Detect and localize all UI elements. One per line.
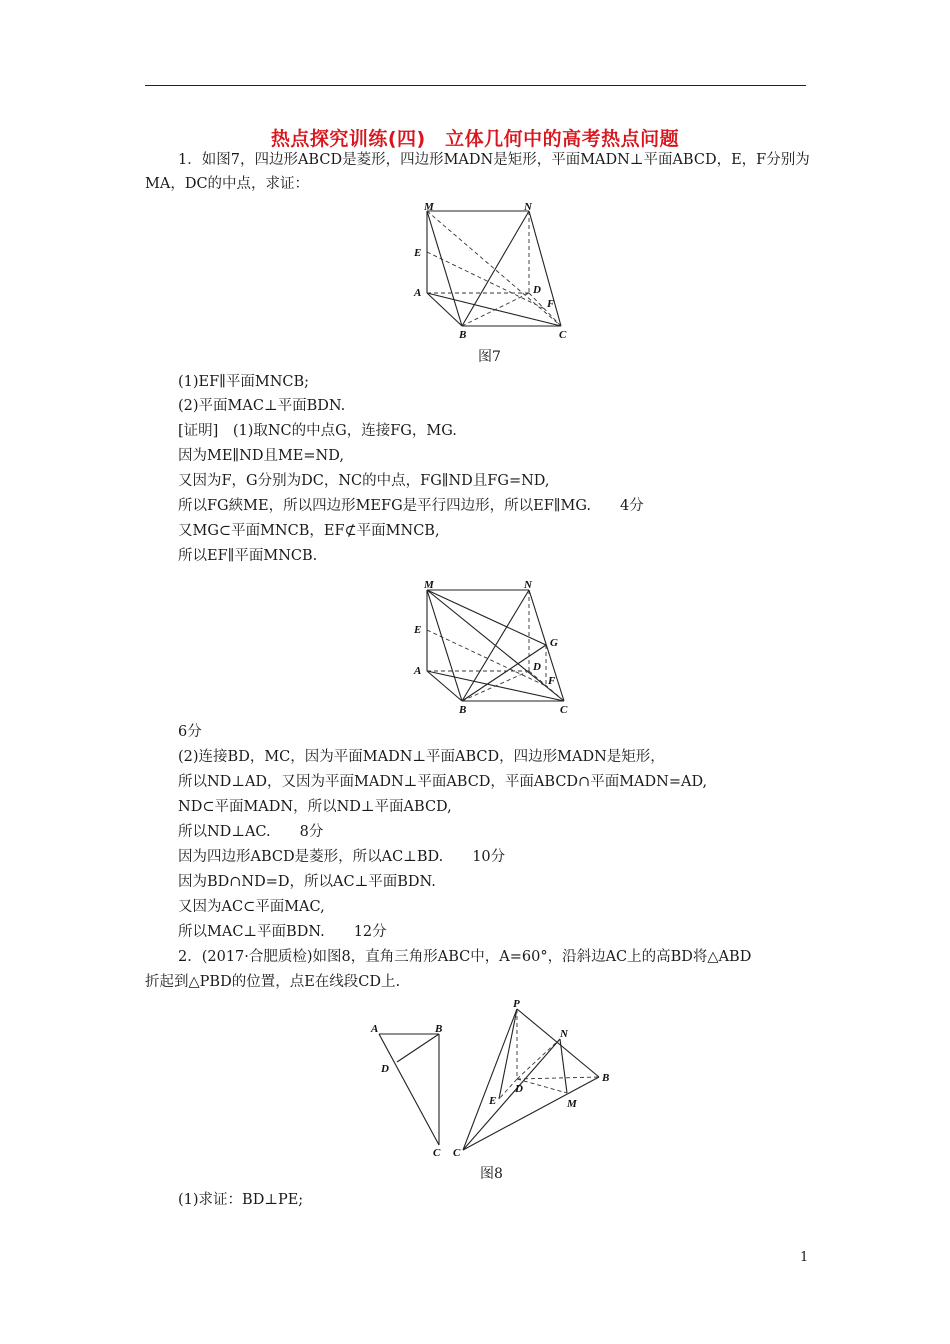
edge-CB bbox=[463, 1077, 599, 1150]
label-B: B bbox=[459, 329, 467, 341]
page-title: 热点探究训练(四) 立体几何中的高考热点问题 bbox=[270, 128, 680, 150]
text-line: MA，DC的中点，求证： bbox=[145, 176, 310, 192]
text-line: 又因为AC⊂平面MAC, bbox=[178, 899, 325, 915]
edge-NC bbox=[529, 211, 561, 326]
label-D: D bbox=[533, 284, 541, 296]
edge-EF bbox=[427, 252, 545, 309]
edge-NB bbox=[462, 211, 529, 326]
label-G: G bbox=[550, 637, 558, 649]
label-F: F bbox=[548, 675, 556, 687]
label-C: C bbox=[453, 1147, 461, 1159]
label-B: B bbox=[602, 1072, 610, 1084]
edge-DB bbox=[517, 1077, 599, 1079]
edge-BD bbox=[462, 671, 529, 701]
label-N: N bbox=[560, 1028, 568, 1040]
text-line: 所以FG綊ME，所以四边形MEFG是平行四边形，所以EF∥MG. 4分 bbox=[178, 498, 644, 514]
text-line: 折起到△PBD的位置，点E在线段CD上. bbox=[145, 974, 401, 990]
figure-8 bbox=[365, 995, 625, 1160]
label-A: A bbox=[371, 1023, 379, 1035]
top-rule bbox=[145, 85, 806, 86]
label-D: D bbox=[533, 661, 541, 673]
edge-DM bbox=[517, 1079, 567, 1093]
label-B: B bbox=[435, 1023, 443, 1035]
label-A: A bbox=[414, 665, 422, 677]
figure-7-construction bbox=[410, 575, 580, 720]
edge-MB bbox=[427, 590, 462, 701]
text-line: 1．如图7，四边形ABCD是菱形，四边形MADN是矩形，平面MADN⊥平面ABCD，E，F分别为 bbox=[178, 152, 810, 168]
label-E: E bbox=[414, 247, 422, 259]
text-line: 所以EF∥平面MNCB. bbox=[178, 548, 318, 564]
label-E: E bbox=[489, 1095, 497, 1107]
text-line: 所以MAC⊥平面BDN. 12分 bbox=[178, 924, 387, 940]
label-D: D bbox=[381, 1063, 389, 1075]
text-line: 因为四边形ABCD是菱形，所以AC⊥BD. 10分 bbox=[178, 849, 506, 865]
edge-PB bbox=[517, 1009, 599, 1077]
edge-CN bbox=[463, 1039, 560, 1150]
text-line: 又因为F，G分别为DC，NC的中点，FG∥ND且FG=ND, bbox=[178, 473, 550, 489]
label-M: M bbox=[424, 201, 434, 213]
label-C: C bbox=[559, 329, 567, 341]
text-line: (1)EF∥平面MNCB; bbox=[178, 374, 310, 390]
edge-PC bbox=[463, 1009, 517, 1150]
text-line: [证明] (1)取NC的中点G，连接FG，MG. bbox=[178, 423, 457, 439]
edge-BD bbox=[397, 1034, 439, 1062]
label-M: M bbox=[567, 1098, 577, 1110]
text-line: (2)平面MAC⊥平面BDN. bbox=[178, 398, 346, 414]
text-line: 2．(2017·合肥质检)如图8，直角三角形ABC中，A=60°，沿斜边AC上的高BD将△ABD bbox=[178, 949, 752, 965]
page-number: 1 bbox=[800, 1250, 809, 1265]
label-E: E bbox=[414, 624, 422, 636]
label-A: A bbox=[414, 287, 422, 299]
edge-MC bbox=[427, 211, 561, 326]
label-N: N bbox=[524, 201, 532, 213]
text-line: 所以ND⊥AD，又因为平面MADN⊥平面ABCD，平面ABCD∩平面MADN=AD, bbox=[178, 774, 708, 790]
text-line: 因为ME∥ND且ME=ND, bbox=[178, 448, 344, 464]
figure-7 bbox=[410, 200, 580, 345]
edge-MG bbox=[427, 590, 546, 645]
text-line: (2)连接BD，MC，因为平面MADN⊥平面ABCD，四边形MADN是矩形， bbox=[178, 749, 665, 765]
text-line: 又MG⊂平面MNCB，EF⊄平面MNCB, bbox=[178, 523, 440, 539]
figure-7-caption: 图7 bbox=[478, 349, 501, 365]
label-P: P bbox=[513, 998, 520, 1010]
label-B: B bbox=[459, 704, 467, 716]
text-line: ND⊂平面MADN，所以ND⊥平面ABCD, bbox=[178, 799, 452, 815]
label-M: M bbox=[424, 579, 434, 591]
text-line: 所以ND⊥AC. 8分 bbox=[178, 824, 324, 840]
edge-NC bbox=[529, 590, 564, 701]
label-N: N bbox=[524, 579, 532, 591]
label-C: C bbox=[433, 1147, 441, 1159]
edge-DN bbox=[517, 1039, 560, 1079]
edge-BG bbox=[462, 645, 546, 701]
text-line: (1)求证：BD⊥PE; bbox=[178, 1192, 304, 1208]
figure-8-caption: 图8 bbox=[480, 1166, 503, 1182]
edge-AC bbox=[427, 293, 561, 326]
edge-AC bbox=[379, 1034, 439, 1145]
text-line: 因为BD∩ND=D，所以AC⊥平面BDN. bbox=[178, 874, 436, 890]
label-F: F bbox=[547, 298, 555, 310]
text-line: 6分 bbox=[178, 724, 202, 740]
label-C: C bbox=[560, 704, 568, 716]
label-D: D bbox=[515, 1083, 523, 1095]
